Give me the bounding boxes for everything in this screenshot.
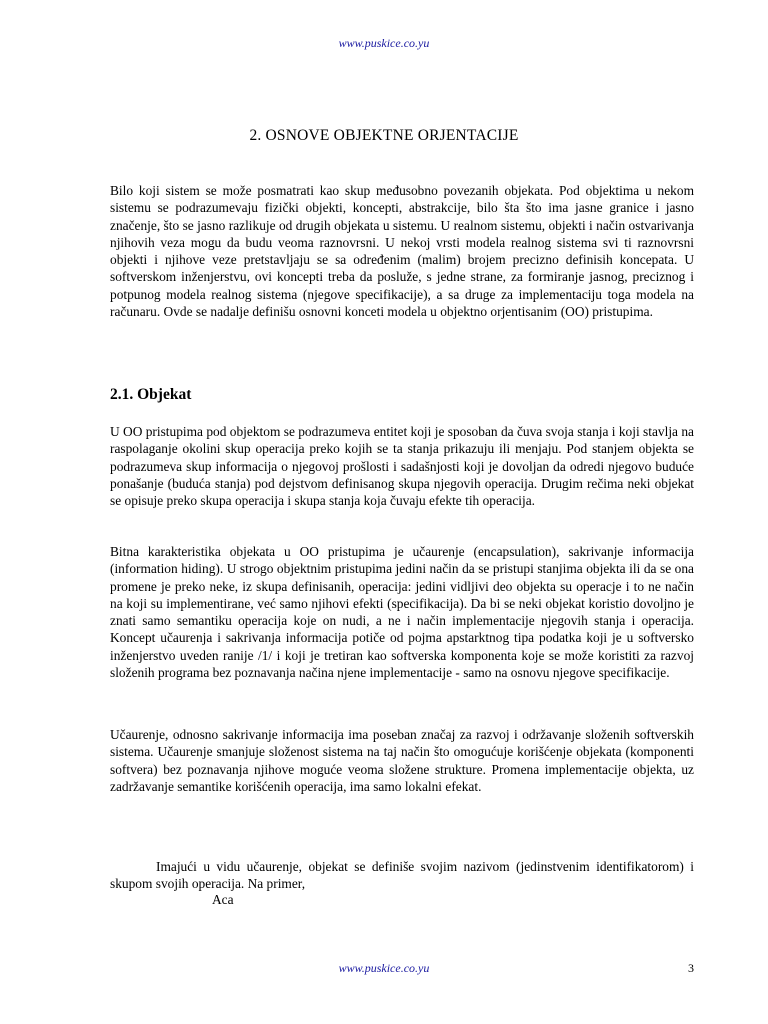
example-object-name: Aca: [212, 892, 234, 907]
section-paragraph-2: Bitna karakteristika objekata u OO pristupima je učaurenje (encapsulation), sakrivanje informacija (information hiding). U strogo objektnim pristupima jedini način da se pristupi stanjima objekta ili da se ona promene je preko neke, iz skupa definisanih, operacija: jedini vidljivi deo objekta su operacje i to ne način na koji su implementirane, već samo njihovi efekti (specifikacija). Da bi se neki objekat koristio dovoljno je znati samo semantiku operacija koje on nudi, a ne i način implementacije njegovih stanja i operacija. Koncept učaurenja i sakrivanja informacija potiče od pojma apstarktnog tipa podatka koji je u softversko inženjerstvo uveden ranije /1/ i koji je tretiran kao softverska komponenta koje se može koristiti za razvoj složenih programa bez poznavanja načina njene implementacije - samo na osnovu njegove specifikacije.: [110, 544, 694, 681]
section-paragraph-4: Imajući u vidu učaurenje, objekat se definiše svojim nazivom (jedinstvenim identifikatorom) i skupom svojih operacija. Na primer,: [110, 859, 694, 892]
header-link[interactable]: www.puskice.co.yu: [338, 36, 430, 50]
footer-link[interactable]: www.puskice.co.yu: [338, 961, 430, 975]
section-paragraph-1: U OO pristupima pod objektom se podrazumeva entitet koji je sposoban da čuva svoja stanja i koji stavlja na raspolaganje okolini skup operacija preko kojih se ta stanja prikazuju ili menjaju. Pod stanjem objekta se podrazumeva skup informacija o njegovoj prošlosti i sadašnjosti koji je dovoljan da odredi njegovo buduće ponašanje (buduća stanja) pod dejstvom definisanog skupa njegovih operacija. Drugim rečima neki objekat se opisuje preko skupa operacija i skupa stanja koja čuvaju efekte tih operacija.: [110, 424, 694, 509]
intro-paragraph: Bilo koji sistem se može posmatrati kao skup međusobno povezanih objekata. Pod objektima u nekom sistemu se podrazumevaju fizički objekti, koncepti, abstrakcije, bilo šta što ima jasne granice i jasno značenje, što se jasno razlikuje od drugih objekata u sistemu. U realnom sistemu, objekti i način ostvarivanja njihovih veza mogu da budu veoma raznovrsni. U nekoj vrsti modela realnog sistema svi ti raznovrsni objekti i njihove veze pretstavljaju se sa određenim (malim) brojem precizno definisih koncepata. U softverskom inženjerstvu, ovi koncepti treba da posluže, s jedne strane, za formiranje jasnog, preciznog i potpunog modela realnog sistema (njegove specifikacije), a sa druge za implementaciju toga modela na računaru. Ovde se nadalje definišu osnovni konceti modela u objektno orjentisanim (OO) pristupima.: [110, 183, 694, 320]
section-heading: 2.1. Objekat: [110, 386, 192, 403]
section-paragraph-3: Učaurenje, odnosno sakrivanje informacija ima poseban značaj za razvoj i održavanje složenih softverskih sistema. Učaurenje smanjuje složenost sistema na taj način što omogućuje korišćenje objekata (komponenti softvera) bez poznavanja njihove moguće veoma složene strukture. Promena implementacije objekta, uz zadržavanje semantike korišćenih operacija, ima samo lokalni efekat.: [110, 727, 694, 794]
chapter-title: 2. OSNOVE OBJEKTNE ORJENTACIJE: [249, 127, 519, 144]
page-number: 3: [688, 961, 694, 975]
